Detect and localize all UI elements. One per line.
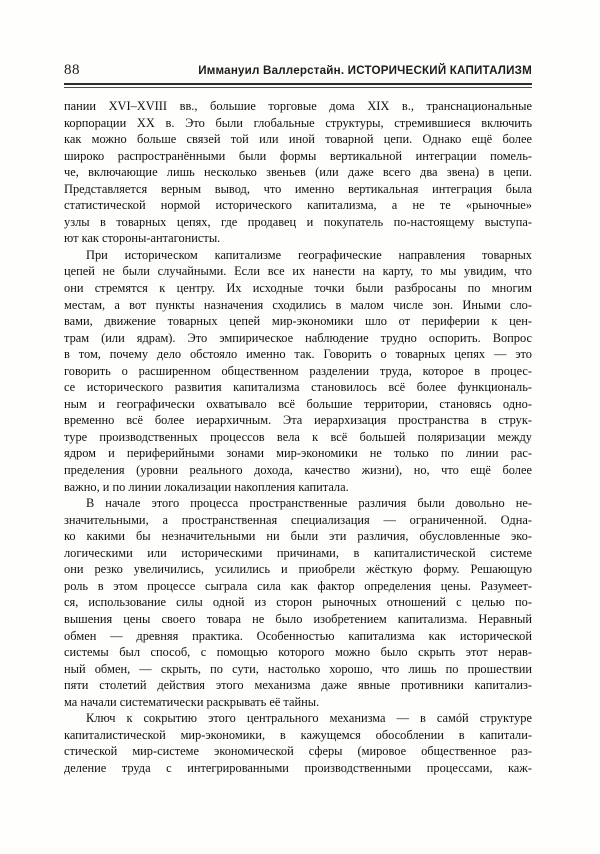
- text-line: вышения цены своего товара не было изобретением капитализма. Неравный: [64, 611, 532, 626]
- text-line: вами, движение товарных цепей мир-экономики шло от периферии к цен-: [64, 314, 532, 329]
- text-column: [64, 98, 532, 776]
- text-line: обмен — древняя практика. Особенностью капитализма как исторической: [64, 628, 532, 643]
- paragraph: [64, 247, 532, 495]
- text-line: значительными, а пространственная специализация — ограниченной. Одна-: [64, 512, 532, 527]
- text-line: роль в этом процессе сыграла сила как фактор определения цены. Разумеет-: [64, 578, 532, 593]
- text-line: местам, а вот пункты назначения сходились в малом числе зон. Иными сло-: [64, 297, 532, 312]
- text-line: как можно больше связей той или иной товарной цепи. Однако ещё более: [64, 132, 532, 147]
- text-line: узлы в товарных цепях, где продавец и покупатель по-настоящему выступа-: [64, 214, 532, 229]
- text-line: в том, почему дело обстояло именно так. Говорить о товарных цепях — это: [64, 347, 532, 362]
- text-line: пании XVI–XVIII вв., большие торговые дома XIX в., транснациональные: [64, 99, 532, 113]
- text-line: се исторического развития капитализма становилось всё более функциональ-: [64, 380, 532, 395]
- text-line: широко распространёнными были формы вертикальной интеграции помель-: [64, 148, 532, 163]
- text-line: ядром и периферийными зонами мир-экономики не только по линии рас-: [64, 446, 532, 461]
- text-line: Ключ к сокрытию этого центрального механизма — в самóй структуре: [86, 711, 532, 726]
- text-line: Представляется верным вывод, что именно вертикальная интеграция была: [64, 181, 532, 196]
- text-line: ным и географически охватывало всё большие территории, становясь одно-: [64, 396, 532, 411]
- text-line: системы был способ, с помощью которого можно было скрыть этот нерав-: [64, 645, 532, 660]
- text-line: говорить о расширенном общественном разделении труда, которое в процес-: [64, 363, 532, 378]
- page-number: 88: [64, 62, 80, 78]
- text-line: пределения (уровни реального дохода, качество жизни), но, что ещё более: [64, 463, 532, 478]
- text-line: При историческом капитализме географические направления товарных: [86, 247, 532, 262]
- text-line: важно, и по линии локализации накопления капитала.: [64, 479, 349, 494]
- text-line: они стремятся к центру. Их исходные точки были разбросаны по многим: [64, 281, 532, 296]
- text-line: ют как стороны-антагонисты.: [64, 231, 221, 246]
- text-line: В начале этого процесса пространственные различия были довольно не-: [86, 496, 532, 511]
- text-line: ко какими бы незначительными ни были эти различия, обусловленные эко-: [64, 529, 532, 544]
- paragraph: [64, 495, 532, 710]
- paragraph: [64, 98, 532, 247]
- running-title: Иммануил Валлерстайн. ИСТОРИЧЕСКИЙ КАПИТАЛИЗМ: [198, 64, 532, 77]
- text-line: капиталистической мир-экономики, в кажущемся обособлении в капитали-: [64, 727, 532, 742]
- text-line: логическими или историческими причинами, в капиталистической системе: [64, 545, 532, 560]
- header-rule: [64, 83, 532, 88]
- text-line: туре производственных процессов вела к всё большей поляризации между: [64, 429, 532, 444]
- text-line: корпорации XX в. Это были глобальные структуры, стремившиеся включить: [64, 115, 532, 130]
- text-line: ма начали систематически раскрывать её тайны.: [64, 694, 320, 709]
- text-line: стической мир-системе экономической сферы (мировое общественное раз-: [64, 744, 532, 759]
- text-line: они резко увеличились, усилились и приобрели жёсткую форму. Решающую: [64, 562, 532, 577]
- text-block: [64, 62, 532, 776]
- text-line: временно всё более иерархичным. Эта иерархизация пространства в струк-: [64, 413, 532, 428]
- page-header: [64, 62, 532, 79]
- text-line: ный обмен, — скрыть, по сути, настолько хорошо, что лишь по прошествии: [64, 661, 532, 676]
- text-line: пяти столетий действия этого механизма даже явные противники капитализ-: [64, 678, 532, 693]
- paragraph: [64, 710, 532, 776]
- text-line: статистической нормой исторического капитализма, а не те «рыночные»: [64, 198, 532, 213]
- text-line: деление труда с интегрированными производственными процессами, каж-: [64, 760, 532, 775]
- text-line: трам (или ядрам). Это эмпирическое наблюдение трудно оспорить. Вопрос: [64, 330, 532, 345]
- text-line: цепей не были случайными. Если все их нанести на карту, то мы увидим, что: [64, 264, 532, 279]
- text-line: че, включающие лишь несколько звеньев (или даже всего два звена) в цепи.: [64, 165, 532, 180]
- text-line: ся, использование силы одной из сторон рыночных отношений с целью по-: [64, 595, 532, 610]
